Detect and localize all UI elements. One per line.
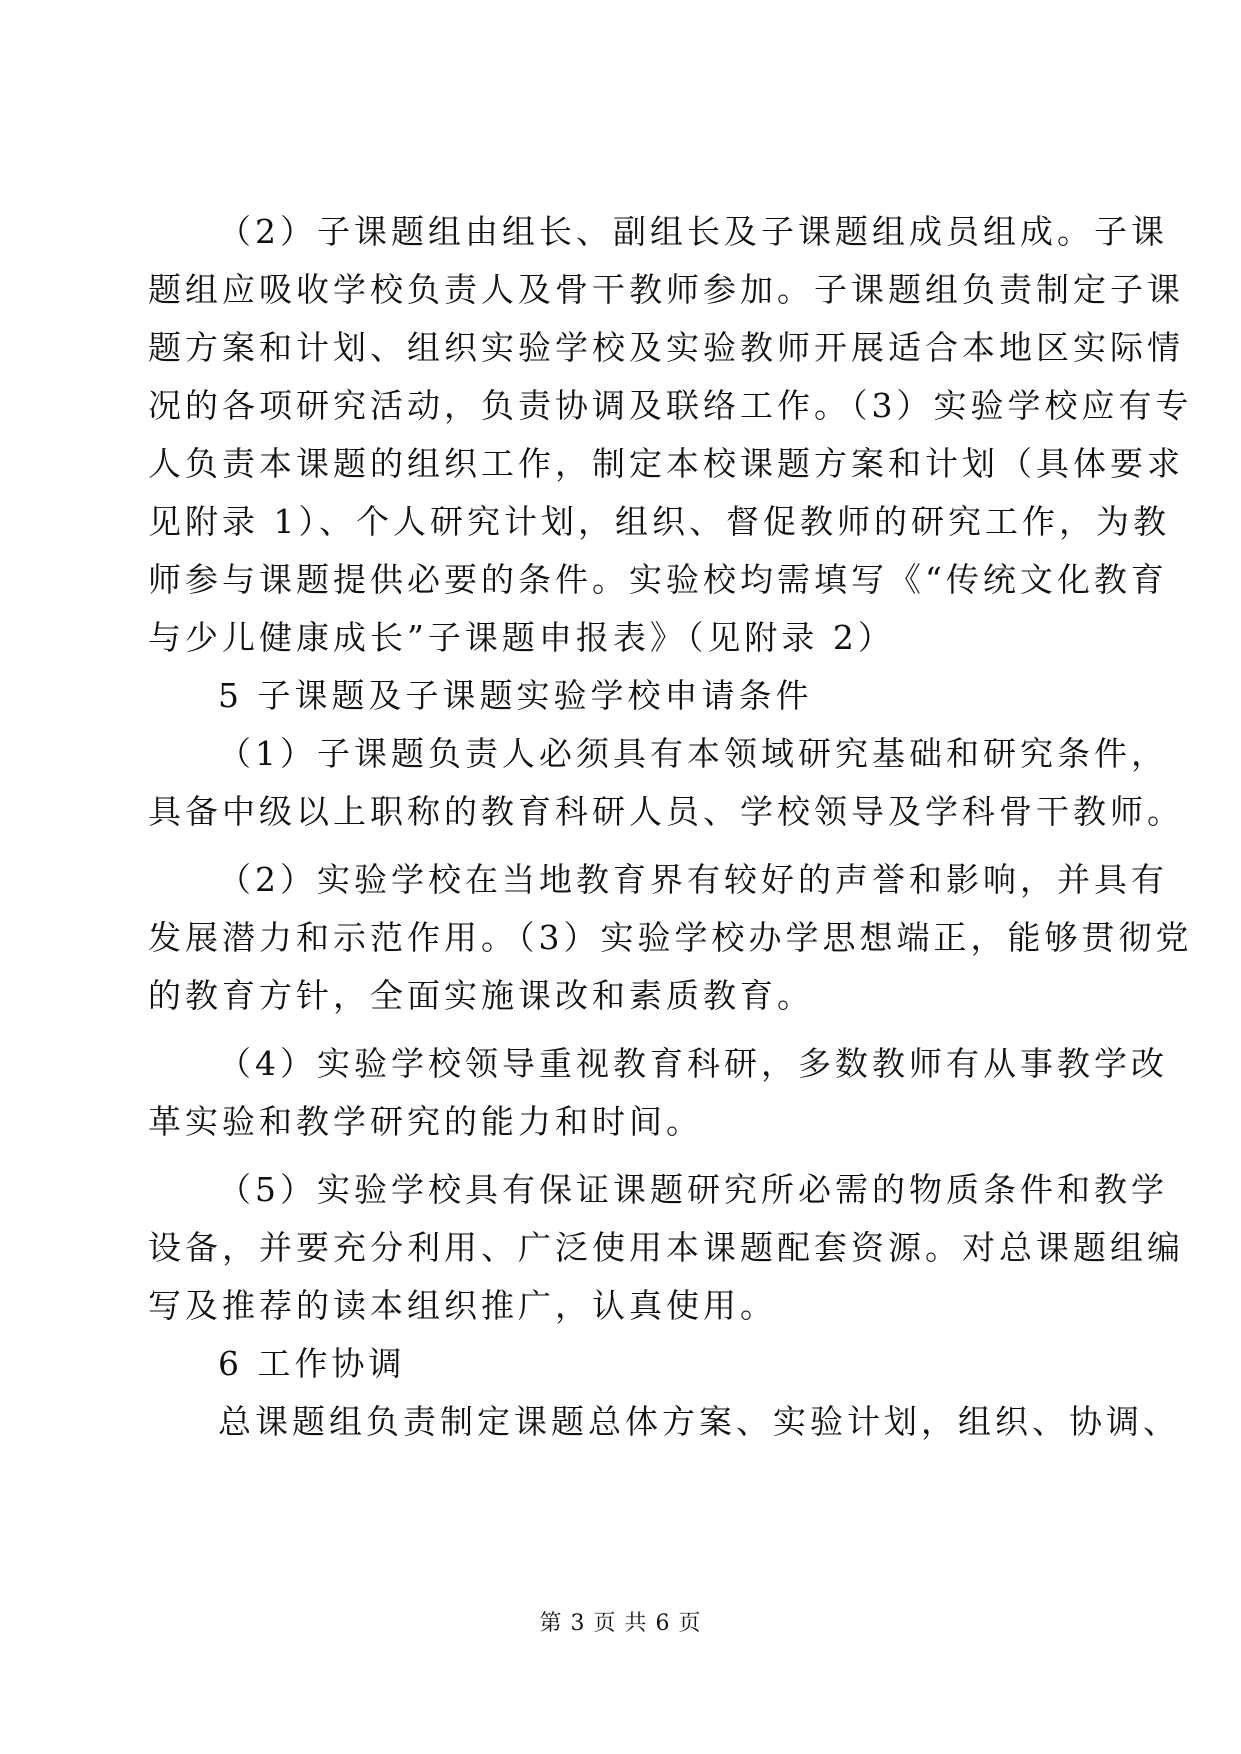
text-line-12: （2）实验学校在当地教育界有较好的声誉和影响，并具有 [218,860,1168,899]
text-line-7: 师参与课题提供必要的条件。实验校均需填写《“传统文化教育 [148,560,1168,599]
section-heading-5: 5 子课题及子课题实验学校申请条件 [218,676,813,715]
text-line-4: 况的各项研究活动，负责协调及联络工作。（3）实验学校应有专 [148,386,1193,425]
section-heading-6: 6 工作协调 [218,1344,406,1383]
text-line-15: （4）实验学校领导重视教育科研，多数教师有从事教学改 [218,1044,1168,1083]
text-line-14: 的教育方针，全面实施课改和素质教育。 [148,976,814,1015]
text-line-17: （5）实验学校具有保证课题研究所必需的物质条件和教学 [218,1170,1168,1209]
text-line-8: 与少儿健康成长”子课题申报表》（见附录 2） [148,618,895,657]
text-line-13: 发展潜力和示范作用。（3）实验学校办学思想端正，能够贯彻党 [148,918,1193,957]
text-line-2: 题组应吸收学校负责人及骨干教师参加。子课题组负责制定子课 [148,270,1184,309]
text-line-11: 具备中级以上职称的教育科研人员、学校领导及学科骨干教师。 [148,792,1184,831]
text-line-10: （1）子课题负责人必须具有本领域研究基础和研究条件， [218,734,1168,773]
page-number-footer: 第 3 页 共 6 页 [539,1611,702,1636]
text-line-21: 总课题组负责制定课题总体方案、实验计划，组织、协调、 [218,1402,1180,1441]
text-line-6: 见附录 1）、个人研究计划，组织、督促教师的研究工作，为教 [148,502,1170,541]
text-line-5: 人负责本课题的组织工作，制定本校课题方案和计划（具体要求 [148,444,1184,483]
text-line-3: 题方案和计划、组织实验学校及实验教师开展适合本地区实际情 [148,328,1184,367]
text-line-16: 革实验和教学研究的能力和时间。 [148,1102,703,1141]
text-line-18: 设备，并要充分利用、广泛使用本课题配套资源。对总课题组编 [148,1228,1184,1267]
text-line-1: （2）子课题组由组长、副组长及子课题组成员组成。子课 [218,212,1168,251]
text-line-19: 写及推荐的读本组织推广，认真使用。 [148,1286,777,1325]
